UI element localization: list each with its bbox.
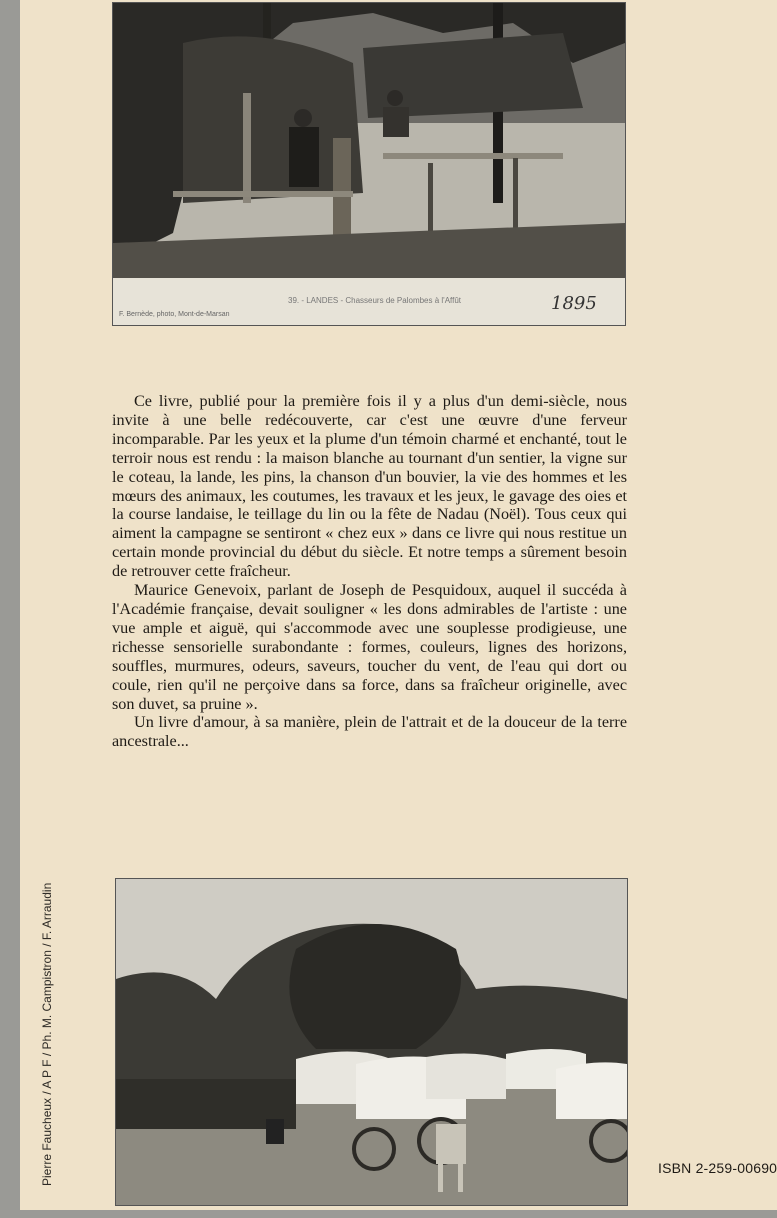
paragraph-1: Ce livre, publié pour la première fois il y a plus d'un demi-siècle, nous invite à une belle redécouverte, car c'est une œuvre d'une ferveur incomparable. Par les yeux et la plume d'un témoin charmé et enchanté, tout le terroir nous est rendu : la maison blanche au tournant d'un sentier, la vigne sur le coteau, la lande, les pins, la chanson d'un bouvier, la vie des hommes et les mœurs des animaux, les coutumes, les travaux et les jeux, le gavage des oies et la course landaise, le teillage du lin ou la fête de Nadau (Noël). Tous ceux qui aiment la campagne se sentiront « chez eux » dans ce livre qui nous restitue un certain monde provincial du début du siècle. Et notre temps a sûrement besoin de retrouver cette fraîcheur. — [112, 392, 627, 581]
hunting-hut-illustration — [113, 3, 625, 325]
blurb-text — [112, 392, 627, 751]
photo-title-caption: 39. - LANDES - Chasseurs de Palombes à l'Affût — [288, 296, 462, 305]
paragraph-2: Maurice Genevoix, parlant de Joseph de Pesquidoux, auquel il succéda à l'Académie française, devait souligner « les dons admirables de l'artiste : une vue ample et aiguë, qui s'accommode avec une souplesse prodigieuse, une richesse sensorielle surabondante : formes, couleurs, lignes des horizons, souffles, murmures, odeurs, saveurs, toucher du vent, de l'eau qui dort ou coule, rien qu'il ne perçoive dans sa force, dans sa fraîcheur originelle, avec son duvet, sa pruine ». — [112, 581, 627, 713]
top-photo — [112, 2, 626, 326]
design-credit: Pierre Faucheux / A P F / Ph. M. Campistron / F. Arraudin — [40, 882, 54, 1186]
handwritten-year: 1895 — [551, 293, 597, 314]
photo-credit-caption: F. Bernède, photo, Mont-de-Marsan — [119, 311, 230, 318]
paragraph-3: Un livre d'amour, à sa manière, plein de l'attrait et de la douceur de la terre ancestrale... — [112, 713, 627, 751]
isbn-number: ISBN 2-259-00690 — [658, 1160, 777, 1176]
covered-carts-illustration — [116, 879, 627, 1205]
bottom-photo — [115, 878, 628, 1206]
